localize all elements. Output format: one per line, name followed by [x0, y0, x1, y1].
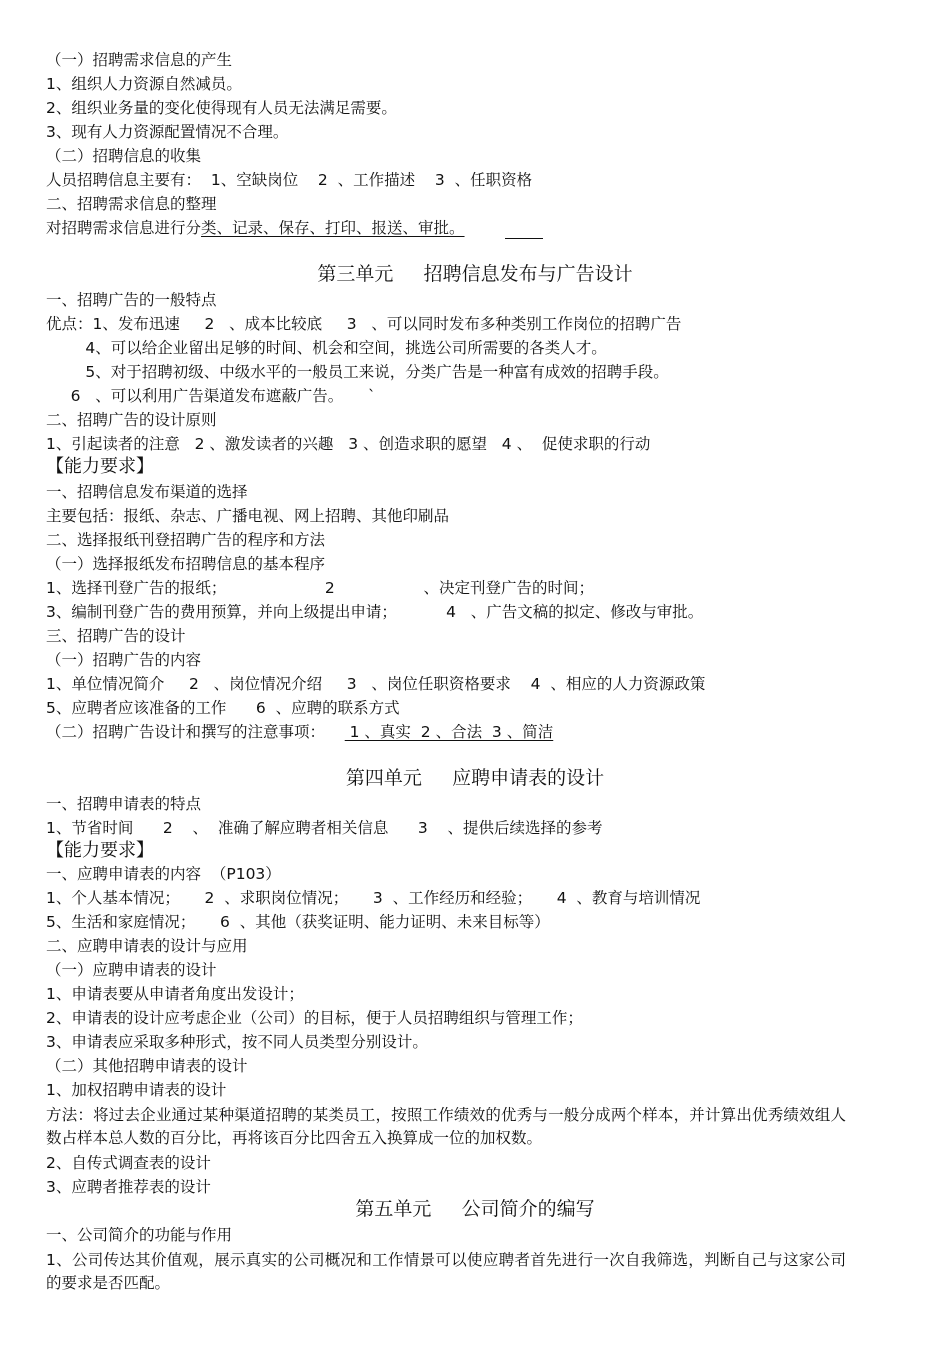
list-item: 1、加权招聘申请表的设计 — [46, 1081, 227, 1099]
list-item: 1、申请表要从申请者角度出发设计； — [46, 985, 304, 1003]
text-line: 5、对于招聘初级、中级水平的一般员工来说，分类广告是一种富有成效的招聘手段。 — [46, 363, 669, 381]
section-heading: 二、选择报纸刊登招聘广告的程序和方法 — [46, 531, 326, 549]
text-line: 3、编制刊登广告的费用预算，并向上级提出申请； 4 、广告文稿的拟定、修改与审批。 — [46, 603, 704, 621]
section-heading: （二）招聘信息的收集 — [46, 147, 202, 165]
unit-heading: 第四单元 应聘申请表的设计 — [345, 767, 605, 789]
paragraph: 方法：将过去企业通过某种渠道招聘的某类员工，按照工作绩效的优秀与一般分成两个样本，并计算出优秀绩效组人数占样本总人数的百分比，再将该百分比四舍五入换算成一位的加权数。 — [46, 1106, 846, 1147]
text-line: 1、选择刊登广告的报纸； 2 、决定刊登广告的时间； — [46, 579, 594, 597]
section-heading: （二）其他招聘申请表的设计 — [46, 1057, 248, 1075]
section-heading: 二、招聘广告的设计原则 — [46, 411, 217, 429]
section-heading: 一、公司简介的功能与作用 — [46, 1226, 233, 1244]
text-fragment: 对招聘需求信息进行分 — [46, 219, 202, 237]
text-line: 优点：1、发布迅速 2 、成本比较底 3 、可以同时发布多种类别工作岗位的招聘广告 — [46, 315, 682, 333]
text-line: 主要包括：报纸、杂志、广播电视、网上招聘、其他印刷品 — [46, 507, 450, 525]
section-heading: （一）选择报纸发布招聘信息的基本程序 — [46, 555, 326, 573]
text-line: 1、单位情况简介 2 、岗位情况介绍 3 、岗位任职资格要求 4 、相应的人力资源政策 — [46, 675, 706, 693]
unit-heading: 第五单元 公司简介的编写 — [355, 1198, 595, 1220]
underlined-text: 类、记录、保存、打印、报送、审批。 — [201, 219, 465, 237]
section-heading: 二、招聘需求信息的整理 — [46, 195, 217, 213]
ability-requirements-heading: 【能力要求】 — [46, 456, 154, 477]
list-item: 3、现有人力资源配置情况不合理。 — [46, 123, 289, 141]
list-item: 2、组织业务量的变化使得现有人员无法满足需要。 — [46, 99, 397, 117]
section-heading: 一、招聘广告的一般特点 — [46, 291, 217, 309]
text-line — [46, 218, 465, 238]
section-heading: 三、招聘广告的设计 — [46, 627, 186, 645]
list-item: 3、申请表应采取多种形式，按不同人员类型分别设计。 — [46, 1033, 428, 1051]
list-item: 3、应聘者推荐表的设计 — [46, 1178, 211, 1196]
text-line: 1、引起读者的注意 2 、激发读者的兴趣 3 、创造求职的愿望 4 、 促使求职的行动 — [46, 435, 651, 453]
list-item: 2、申请表的设计应考虑企业（公司）的目标，便于人员招聘组织与管理工作； — [46, 1009, 583, 1027]
text-fragment: （二）招聘广告设计和撰写的注意事项： — [46, 723, 345, 741]
text-line: 1、个人基本情况； 2 、求职岗位情况； 3 、工作经历和经验； 4 、教育与培训情况 — [46, 889, 701, 907]
section-heading: （一）招聘广告的内容 — [46, 651, 202, 669]
text-line: 1、节省时间 2 、 准确了解应聘者相关信息 3 、提供后续选择的参考 — [46, 819, 603, 837]
section-heading: 一、招聘申请表的特点 — [46, 795, 202, 813]
unit-heading: 第三单元 招聘信息发布与广告设计 — [317, 263, 633, 285]
text-line: 6 、可以利用广告渠道发布遮蔽广告。 ` — [46, 387, 376, 405]
section-heading: 一、应聘申请表的内容 （P103） — [46, 865, 281, 883]
text-line: 人员招聘信息主要有： 1、空缺岗位 2 、工作描述 3 、任职资格 — [46, 171, 533, 189]
section-heading: 二、应聘申请表的设计与应用 — [46, 937, 248, 955]
text-line: 5、生活和家庭情况； 6 、其他（获奖证明、能力证明、未来目标等） — [46, 913, 550, 931]
text-line — [46, 722, 553, 742]
ability-requirements-heading: 【能力要求】 — [46, 840, 154, 861]
list-item: 1、组织人力资源自然减员。 — [46, 75, 242, 93]
section-heading: 一、招聘信息发布渠道的选择 — [46, 483, 248, 501]
section-heading: （一）招聘需求信息的产生 — [46, 51, 233, 69]
section-heading: （一）应聘申请表的设计 — [46, 961, 217, 979]
underline-rule — [505, 238, 543, 239]
list-item: 2、自传式调查表的设计 — [46, 1154, 211, 1172]
underlined-text: 1 、真实 2 、合法 3 、简洁 — [344, 723, 554, 741]
text-line: 4、可以给企业留出足够的时间、机会和空间，挑选公司所需要的各类人才。 — [46, 339, 607, 357]
paragraph: 1、公司传达其价值观，展示真实的公司概况和工作情景可以使应聘者首先进行一次自我筛选，判断自己与这家公司的要求是否匹配。 — [46, 1251, 846, 1292]
text-line: 5、应聘者应该准备的工作 6 、应聘的联系方式 — [46, 699, 400, 717]
